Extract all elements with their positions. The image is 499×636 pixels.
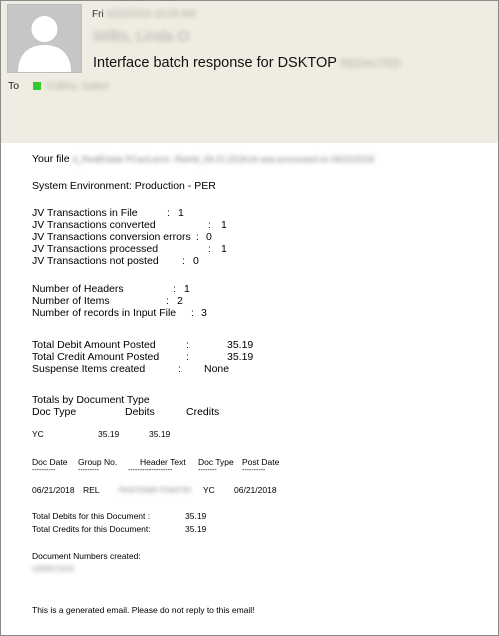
date-label: Fri bbox=[92, 9, 104, 20]
debits-value: 35.19 bbox=[98, 429, 120, 439]
row-header-text: Real Estate Pcard Re bbox=[119, 485, 192, 494]
col-doc-type: Doc Type bbox=[198, 457, 234, 467]
doc-type-value: YC bbox=[32, 429, 44, 439]
doc-total-label: Total Debits for this Document : bbox=[32, 511, 151, 521]
count-sep: : bbox=[166, 295, 169, 307]
jv-value: 1 bbox=[221, 219, 227, 231]
to-label: To bbox=[8, 80, 20, 92]
email-subject bbox=[93, 55, 401, 71]
total-sep: : bbox=[186, 351, 189, 363]
to-row bbox=[8, 80, 108, 92]
doc-type-header: Doc Type bbox=[32, 406, 77, 418]
credits-header: Credits bbox=[186, 406, 220, 418]
date-value: 6/22/2018 10:05 AM bbox=[106, 9, 196, 20]
row-doc-date: 06/21/2018 bbox=[32, 485, 75, 495]
jv-value: 0 bbox=[193, 255, 199, 267]
subject-text: Interface batch response for DSKTOP bbox=[93, 55, 337, 71]
total-sep: : bbox=[186, 339, 189, 351]
jv-sep: : bbox=[196, 231, 199, 243]
total-sep: : bbox=[178, 363, 181, 375]
dash-doc-date: ---------- bbox=[32, 467, 56, 474]
credits-value: 35.19 bbox=[149, 429, 171, 439]
dash-header-text: ------------------- bbox=[128, 467, 173, 474]
jv-label: JV Transactions in File bbox=[32, 207, 138, 219]
subject-redacted: REDACTED bbox=[340, 58, 402, 70]
total-label: Total Debit Amount Posted bbox=[32, 339, 156, 351]
col-group-no: Group No. bbox=[78, 457, 118, 467]
dash-post-date: ---------- bbox=[242, 467, 266, 474]
jv-sep: : bbox=[182, 255, 185, 267]
doc-total-value: 35.19 bbox=[185, 524, 207, 534]
doc-type-title: Totals by Document Type bbox=[32, 394, 150, 406]
row-post-date: 06/21/2018 bbox=[234, 485, 277, 495]
environment-line: System Environment: Production - PER bbox=[32, 180, 216, 192]
count-label: Number of Items bbox=[32, 295, 110, 307]
doc-numbers-label: Document Numbers created: bbox=[32, 551, 141, 561]
count-label: Number of Headers bbox=[32, 283, 124, 295]
count-value: 2 bbox=[177, 295, 183, 307]
email-header bbox=[1, 1, 498, 143]
sender-name[interactable]: Willis, Linda O bbox=[93, 28, 189, 45]
row-group-no: REL bbox=[83, 485, 100, 495]
count-value: 3 bbox=[201, 307, 207, 319]
count-value: 1 bbox=[184, 283, 190, 295]
count-sep: : bbox=[191, 307, 194, 319]
total-value: 35.19 bbox=[227, 351, 254, 363]
total-value: None bbox=[204, 363, 230, 375]
jv-sep: : bbox=[208, 219, 211, 231]
doc-total-label: Total Credits for this Document: bbox=[32, 524, 151, 534]
col-header-text: Header Text bbox=[140, 457, 186, 467]
file-name: d_RealEstate PCard.error .Reimb_06.21.2018.txt was processed on 06/21/2018 bbox=[72, 154, 374, 164]
jv-sep: : bbox=[208, 243, 211, 255]
total-label: Suspense Items created bbox=[32, 363, 146, 375]
jv-value: 0 bbox=[206, 231, 212, 243]
dash-doc-type: -------- bbox=[198, 467, 217, 474]
col-post-date: Post Date bbox=[242, 457, 280, 467]
dash-group-no: --------- bbox=[78, 467, 99, 474]
person-icon bbox=[8, 5, 81, 72]
jv-value: 1 bbox=[178, 207, 184, 219]
footer-note: This is a generated email. Please do not reply to this email! bbox=[32, 605, 255, 615]
col-doc-date: Doc Date bbox=[32, 457, 68, 467]
presence-icon bbox=[33, 82, 41, 90]
jv-label: JV Transactions processed bbox=[32, 243, 159, 255]
email-body bbox=[18, 143, 492, 629]
recipient-name[interactable]: Collins, Isabel bbox=[46, 80, 109, 92]
jv-value: 1 bbox=[221, 243, 227, 255]
jv-sep: : bbox=[167, 207, 170, 219]
jv-label: JV Transactions not posted bbox=[32, 255, 159, 267]
total-value: 35.19 bbox=[227, 339, 254, 351]
total-label: Total Credit Amount Posted bbox=[32, 351, 160, 363]
avatar[interactable] bbox=[7, 4, 82, 73]
debits-header: Debits bbox=[125, 406, 155, 418]
doc-total-value: 35.19 bbox=[185, 511, 207, 521]
file-prefix: Your file bbox=[32, 153, 73, 165]
doc-number: 1000571515 bbox=[32, 564, 74, 573]
count-label: Number of records in Input File bbox=[32, 307, 177, 319]
email-date bbox=[92, 9, 196, 20]
jv-label: JV Transactions conversion errors bbox=[32, 231, 191, 243]
file-line bbox=[32, 153, 374, 165]
jv-label: JV Transactions converted bbox=[32, 219, 156, 231]
row-doc-type: YC bbox=[203, 485, 215, 495]
count-sep: : bbox=[173, 283, 176, 295]
